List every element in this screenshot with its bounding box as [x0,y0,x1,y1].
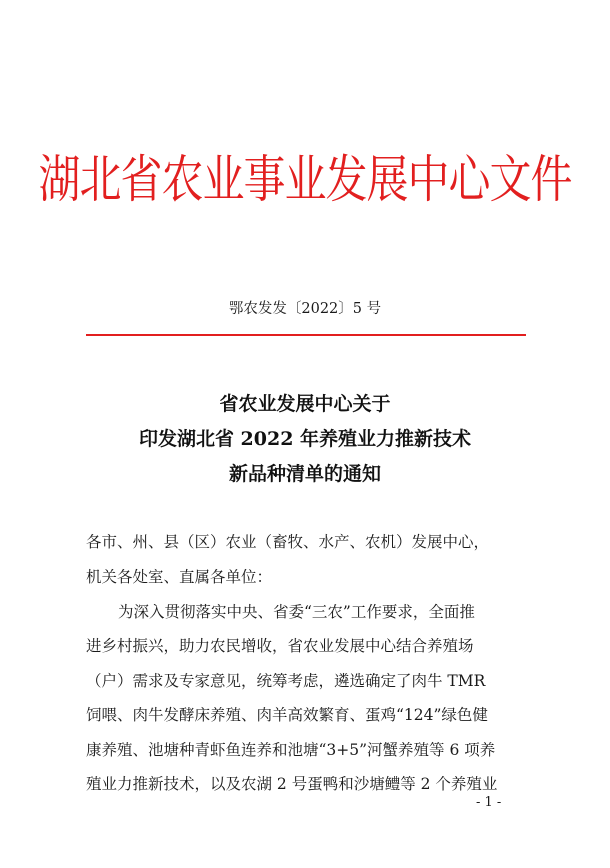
red-separator-line [86,334,526,336]
body-line: 进乡村振兴，助力农民增收，省农业发展中心结合养殖场 [86,637,474,655]
salutation-line-1: 各市、州、县（区）农业（畜牧、水产、农机）发展中心， [86,533,490,551]
notice-title-line-2: 印发湖北省 2022 年养殖业力推新技术 [138,428,472,450]
body-line: （户）需求及专家意见，统筹考虑，遴选确定了肉牛 TMR [86,672,486,690]
body-line: 为深入贯彻落实中央、省委“三农”工作要求，全面推 [118,603,475,621]
page-number: - 1 - [476,795,502,810]
notice-title-line-3: 新品种清单的通知 [228,463,381,485]
salutation-line-2: 机关各处室、直属各单位： [86,568,273,586]
document-number: 鄂农发发〔2022〕5 号 [228,301,382,317]
body-line: 殖业力推新技术，以及农湖 2 号蛋鸭和沙塘鳢等 2 个养殖业 [86,775,498,793]
body-line: 康养殖、池塘种青虾鱼连养和池塘“3+5”河蟹养殖等 6 项养 [86,741,496,759]
notice-title-line-1: 省农业发展中心关于 [219,393,391,415]
body-line: 饲喂、肉牛发酵床养殖、肉羊高效繁育、蛋鸡“124”绿色健 [86,706,488,724]
masthead-title: 湖北省农业事业发展中心文件 [38,149,572,209]
